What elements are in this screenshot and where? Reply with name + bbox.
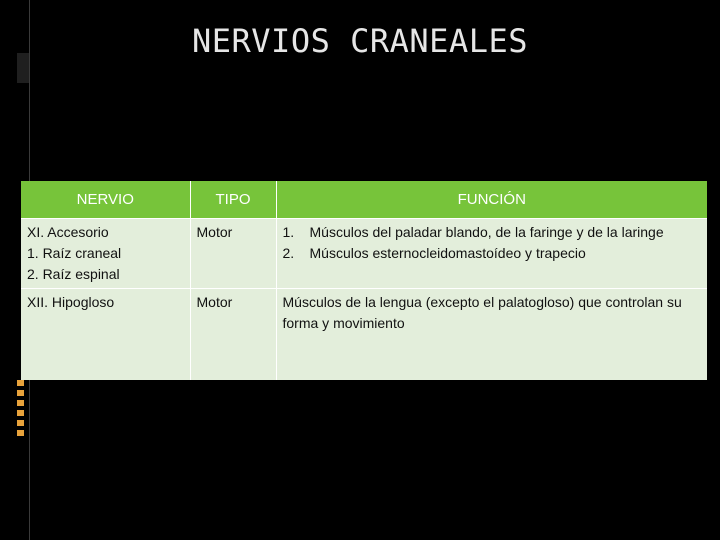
nervio-name: XII. Hipogloso (27, 294, 115, 310)
list-text: Músculos esternocleidomastoídeo y trapecio (309, 245, 586, 261)
accent-bar (17, 400, 24, 406)
table-row (21, 289, 707, 381)
funcion-cell: Músculos de la lengua (excepto el palatogloso) que controlan su forma y movimiento (276, 289, 707, 381)
nervio-branch: 1. Raíz craneal (27, 245, 122, 261)
funcion-list (283, 222, 702, 264)
table-header-row (21, 181, 707, 219)
tipo-cell: Motor (190, 289, 276, 381)
cranial-nerves-table (21, 181, 707, 380)
header-nervio: NERVIO (21, 181, 190, 219)
slide-title: NERVIOS CRANEALES (191, 22, 528, 60)
funcion-cell (276, 219, 707, 289)
header-funcion: FUNCIÓN (276, 181, 707, 219)
nervio-branch: 2. Raíz espinal (27, 266, 120, 282)
nervio-cell (21, 219, 190, 289)
list-text: Músculos del paladar blando, de la faringe y de la laringe (309, 224, 664, 240)
accent-bar (17, 430, 24, 436)
list-item (283, 222, 702, 243)
table-row (21, 219, 707, 289)
accent-bar (17, 410, 24, 416)
nervio-name: XI. Accesorio (27, 224, 109, 240)
accent-bar (17, 390, 24, 396)
nervio-cell (21, 289, 190, 381)
list-number: 1. (282, 224, 295, 240)
tipo-cell: Motor (190, 219, 276, 289)
header-tipo: TIPO (190, 181, 276, 219)
accent-bar (17, 380, 24, 386)
list-item (283, 243, 702, 264)
accent-bar (17, 420, 24, 426)
list-number: 2. (282, 245, 295, 261)
